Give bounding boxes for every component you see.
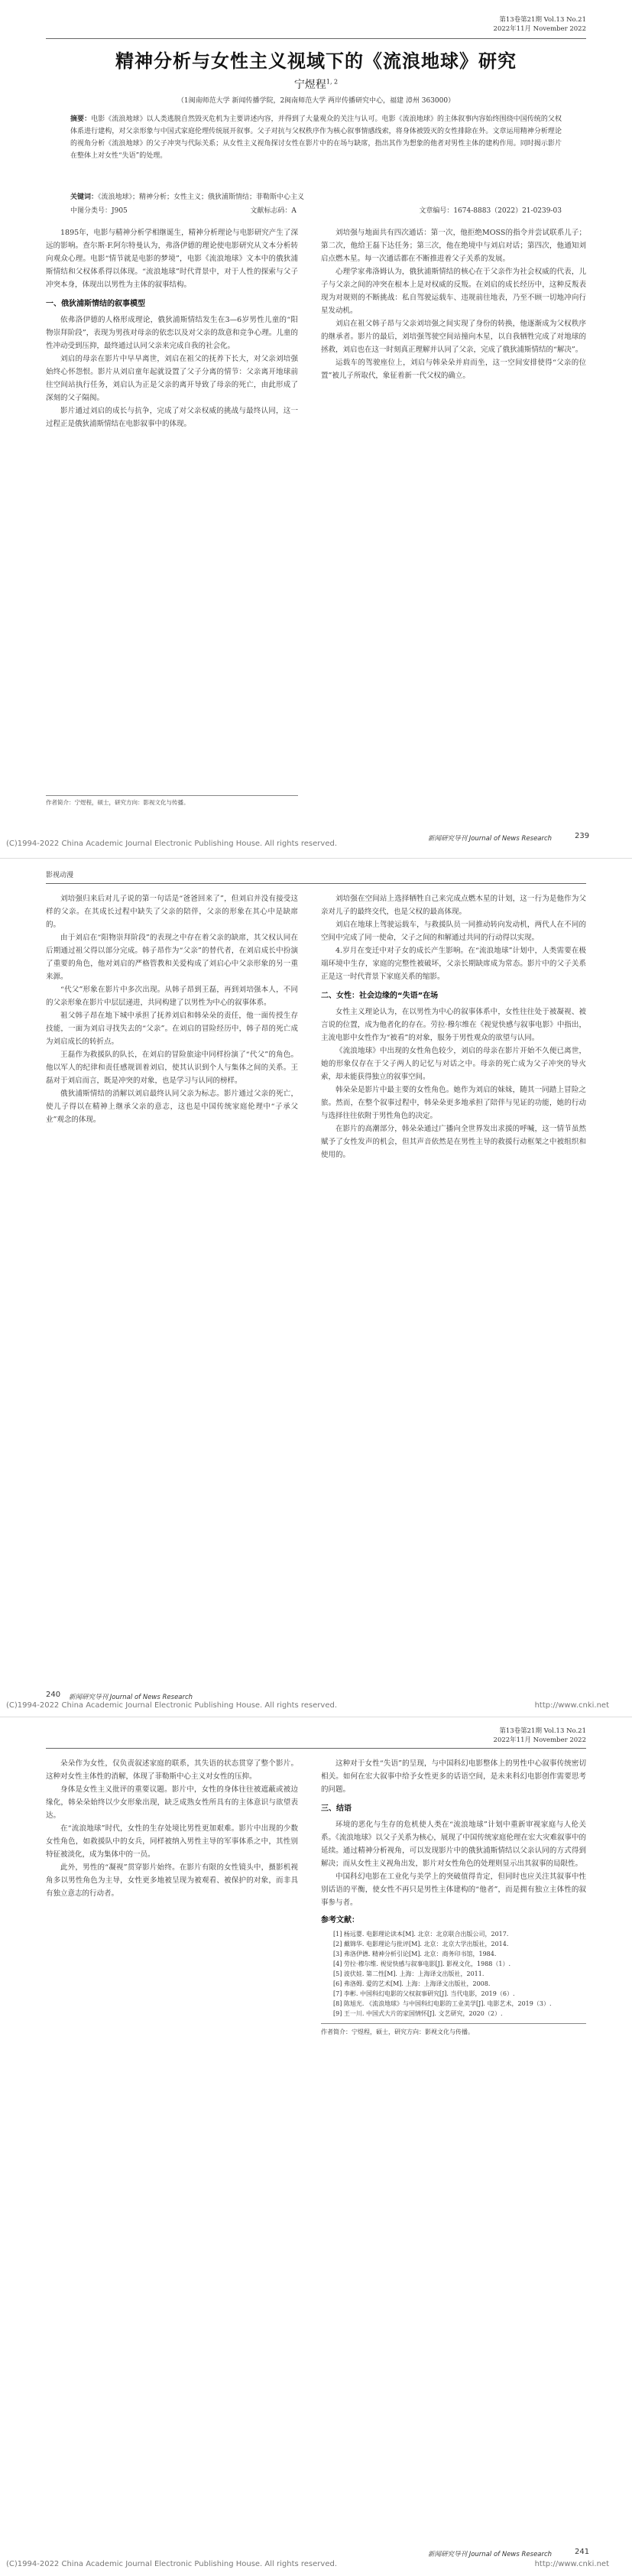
paragraph: 刘培强归来后对儿子说的第一句话是“爸爸回来了”，但刘启并没有接受这样的父亲。在其成长过程中缺失了父亲的陪伴，父亲的形象在其心中是缺席的。 xyxy=(46,895,298,929)
reference-item: [4] 劳拉·穆尔维. 视觉快感与叙事电影[J]. 影视文化，1988（1）. xyxy=(333,1960,511,1967)
affiliation: （1闽南师范大学 新闻传播学院，2闽南师范大学 两岸传播研究中心，福建 漳州 363000） xyxy=(177,97,455,105)
paragraph: 环境的恶化与生存的危机使人类在“流浪地球”计划中重新审视家庭与人伦关系。《流浪地球》以父子关系为核心，展现了中国传统家庭伦理在宏大灾难叙事中的延续。通过精神分析视角，可以发现影片中的俄狄浦斯情结以父亲认同的方式得到解决；而从女性主义视角出发，影片对女性角色的处理则显示出其叙事的局限性。 xyxy=(321,1821,586,1868)
article-title: 精神分析与女性主义视域下的《流浪地球》研究 xyxy=(115,50,517,72)
paragraph: 中国科幻电影在工业化与美学上的突破值得肯定，但同时也应关注其叙事中性别话语的平衡，使女性不再只是男性主体建构的“他者”，而是拥有独立主体性的叙事参与者。 xyxy=(321,1873,586,1907)
paragraph: 俄狄浦斯情结的消解以刘启最终认同父亲为标志。影片通过父亲的死亡，使儿子得以在精神上继承父亲的意志，这也是中国传统家庭伦理中“子承父业”观念的体现。 xyxy=(46,1090,298,1124)
page-1 xyxy=(0,0,632,859)
journal-name: 新闻研究导刊 Journal of News Research xyxy=(428,2551,553,2558)
section-heading-1: 一、俄狄浦斯情结的叙事模型 xyxy=(46,300,145,308)
paragraph: 刘培强在空间站上选择牺牲自己来完成点燃木星的计划，这一行为是他作为父亲对儿子的最终交代，也是父权的最高体现。 xyxy=(321,895,586,916)
reference-item: [6] 弗洛姆. 爱的艺术[M]. 上海：上海译文出版社，2008. xyxy=(333,1980,491,1987)
paragraph: 刘启在地球上驾驶运载车，与救援队员一同推动转向发动机，两代人在不同的空间中完成了同一使命，父子之间的和解通过共同的行动得以实现。 xyxy=(321,921,586,942)
journal-name: 新闻研究导刊 Journal of News Research xyxy=(69,1694,193,1701)
header-rule xyxy=(46,38,586,39)
article-number: 文章编号：1674-8883（2022）21-0239-03 xyxy=(419,207,562,215)
section-heading-3: 三、结语 xyxy=(321,1804,352,1813)
paragraph: 心理学家弗洛姆认为，俄狄浦斯情结的核心在于父亲作为社会权威的代表，儿子与父亲之间的冲突在根本上是对权威的反叛。在刘启的成长经历中，这种反叛表现为对规则的不断挑战：私自驾驶运载车、违规前往地表，乃至不顾一切地冲向行星发动机。 xyxy=(321,268,586,315)
page-number: 239 xyxy=(575,832,590,840)
paragraph: 韩朵朵是影片中最主要的女性角色。她作为刘启的妹妹，随其一同踏上冒险之旅。然而，在整个叙事过程中，韩朵朵更多地承担了陪伴与见证的功能，她的行动与选择往往依附于男性角色的决定。 xyxy=(321,1086,586,1120)
author-line xyxy=(0,76,632,92)
copyright-notice: (C)1994-2022 China Academic Journal Electronic Publishing House. All rights reserved. xyxy=(6,1701,337,1710)
column-right xyxy=(321,892,586,1161)
column-left xyxy=(46,1757,298,1900)
abstract-text: 电影《流浪地球》以人类逃脱自然毁灭危机为主要讲述内容，并得到了大量观众的关注与认可。电影《流浪地球》的主体叙事内容始终围绕中国传统的父权体系进行建构，对父亲形象与中国式家庭伦理传统展开叙事。父子对抗与父权秩序作为核心叙事情感线索，将身体被毁灭的女性排除在外。文章运用精神分析理论的视角分析《流浪地球》的父子冲突与代际关系；从女性主义视角探讨女性在影片中的在场与缺席，指出其作为想象的他者对男性主体的建构作用。同时揭示影片在整体上对女性“失语”的处理。 xyxy=(70,115,562,160)
paragraph: 在“流浪地球”时代，女性的生存处境比男性更加艰难。影片中出现的少数女性角色，如救援队中的女兵，同样被纳入男性主导的军事体系之中，其性别特征被淡化，成为集体中的一员。 xyxy=(46,1824,298,1859)
reference-item: [2] 戴锦华. 电影理论与批评[M]. 北京：北京大学出版社，2014. xyxy=(333,1941,509,1947)
clc-number: 中图分类号：J905 xyxy=(70,207,128,215)
section-heading-2: 二、女性：社会边缘的“失语”在场 xyxy=(321,992,439,1000)
cnki-url[interactable]: http://www.cnki.net xyxy=(534,1701,609,1710)
paragraph: 女性主义理论认为，在以男性为中心的叙事体系中，女性往往处于被凝视、被言说的位置，成为他者化的存在。劳拉·穆尔维在《视觉快感与叙事电影》中指出，主流电影中女性作为“被看”的对象，服务于男性观众的欲望与认同。 xyxy=(321,1008,586,1042)
paragraph: 刘启的母亲在影片中早早离世，刘启在祖父的抚养下长大，对父亲刘培强始终心怀怨恨。影片从刘启童年起就设置了父子分离的情节：父亲离开地球前往空间站执行任务，刘启认为正是父亲的离开导致了母亲的死亡，由此形成了深刻的父子隔阂。 xyxy=(46,355,298,402)
paragraph: 这种对于女性“失语”的呈现，与中国科幻电影整体上的男性中心叙事传统密切相关。如何在宏大叙事中给予女性更多的话语空间，是未来科幻电影创作需要思考的问题。 xyxy=(321,1759,586,1794)
page-number: 241 xyxy=(575,2548,590,2556)
copyright-notice: (C)1994-2022 China Academic Journal Electronic Publishing House. All rights reserved. xyxy=(6,840,337,848)
reference-item: [9] 王一川. 中国式大片的家国情怀[J]. 文艺研究，2020（2）. xyxy=(333,2010,503,2017)
document-code: 文献标志码：A xyxy=(250,207,297,215)
column-right xyxy=(321,1757,586,2037)
paragraph: 1895年，电影与精神分析学相继诞生，精神分析理论与电影研究产生了深远的影响。查尔斯·F.阿尔特曼认为，弗洛伊德的理论使电影研究从文本分析转向观众心理。电影“情节就是电影的梦境”，电影《流浪地球》文本中的俄狄浦斯情结和父权体系得以体现。“流浪地球”时代背景中，对于人性的探索与父子冲突本身，体现出以男性为主体的叙事结构。 xyxy=(46,229,298,289)
issue-volume: 第13卷第21期 Vol.13 No.21 xyxy=(499,16,586,24)
page-2 xyxy=(0,859,632,1717)
reference-item: [1] 杨远婴. 电影理论读本[M]. 北京：北京联合出版公司，2017. xyxy=(333,1931,509,1938)
classification-meta xyxy=(70,205,562,215)
author-superscript: 1, 2 xyxy=(326,78,339,86)
issue-header xyxy=(494,15,586,34)
page-number: 240 xyxy=(46,1691,61,1699)
issue-volume: 第13卷第21期 Vol.13 No.21 xyxy=(499,1727,586,1735)
references-heading: 参考文献： xyxy=(321,1916,359,1925)
reference-item: [3] 弗洛伊德. 精神分析引论[M]. 北京：商务印书馆，1984. xyxy=(333,1951,497,1957)
reference-list xyxy=(321,1929,586,2019)
paragraph: 身体是女性主义批评的重要议题。影片中，女性的身体往往被遮蔽或被边缘化，韩朵朵始终以少女形象出现，缺乏成熟女性所具有的主体意识与欲望表达。 xyxy=(46,1785,298,1820)
paragraph: “代父”形象在影片中多次出现。从韩子昂到王磊，再到刘培强本人，不同的父亲形象在影片中层层递进，共同构建了以男性为中心的叙事体系。 xyxy=(46,986,298,1007)
paragraph: 运载车的驾驶座位上，刘启与韩朵朵并肩而坐，这一空间安排使得“父亲的位置”被儿子所取代，象征着新一代父权的确立。 xyxy=(321,359,586,380)
paragraph: 在影片的高潮部分，韩朵朵通过广播向全世界发出求援的呼喊，这一情节虽然赋予了女性发声的机会，但其声音依然是在男性主导的救援行动框架之中被组织和使用的。 xyxy=(321,1125,586,1159)
keywords-label: 关键词： xyxy=(70,193,99,201)
header-rule xyxy=(46,1748,586,1749)
issue-date: 2022年11月 November 2022 xyxy=(493,1736,586,1744)
abstract xyxy=(70,113,562,162)
author-bio: 作者简介：宁煜程，硕士，研究方向：影视文化与传播。 xyxy=(321,2023,586,2037)
issue-date: 2022年11月 November 2022 xyxy=(493,25,586,33)
paragraph: 朵朵作为女性，仅负责叙述家庭的联系，其失语的状态贯穿了整个影片。这种对女性主体性的消解，体现了菲勒斯中心主义对女性的压抑。 xyxy=(46,1759,298,1781)
author-name: 宁煜程 xyxy=(293,79,326,91)
paragraph: 4.岁月在变迁中对子女的成长产生影响。在“流浪地球”计划中，人类需要在极端环境中生存，家庭的完整性被破坏，父亲长期缺席成为常态。影片中的父子关系正是这一时代背景下家庭关系的缩影。 xyxy=(321,947,586,981)
copyright-notice: (C)1994-2022 China Academic Journal Electronic Publishing House. All rights reserved. xyxy=(6,2560,337,2568)
reference-item: [7] 李彬. 中国科幻电影的父权叙事研究[J]. 当代电影，2019（6）. xyxy=(333,1990,515,1997)
page-3 xyxy=(0,1717,632,2576)
column-left xyxy=(46,226,298,430)
paragraph: 祖父韩子昂在地下城中承担了抚养刘启和韩朵朵的责任，他一面传授生存技能，一面为刘启寻找失去的“父亲”。在刘启的冒险经历中，韩子昂的死亡成为刘启成长的转折点。 xyxy=(46,1012,298,1046)
paragraph: 此外，男性的“凝视”贯穿影片始终。在影片有限的女性镜头中，摄影机视角多以男性角色为主导，女性更多地被呈现为被观看、被保护的对象，而非具有独立意志的行动者。 xyxy=(46,1863,298,1898)
paragraph: 影片通过刘启的成长与抗争，完成了对父亲权威的挑战与最终认同，这一过程正是俄狄浦斯情结在电影叙事中的体现。 xyxy=(46,407,298,428)
footnote: 作者简介：宁煜程，硕士，研究方向：影视文化与传播。 xyxy=(46,795,298,807)
keywords-text: 《流浪地球》；精神分析；女性主义；俄狄浦斯情结；菲勒斯中心主义 xyxy=(98,193,305,201)
paragraph: 由于刘启在“阳物崇拜阶段”的表现之中存在着父亲的缺席，其父权认同在后期通过祖父得以部分完成。韩子昂作为“父亲”的替代者，在刘启成长中扮演了重要的角色，他对刘启的严格管教和关爱构成了刘启心中父亲形象的另一重来源。 xyxy=(46,934,298,981)
reference-item: [8] 陈旭光. 《流浪地球》与中国科幻电影的工业美学[J]. 电影艺术，2019（3）. xyxy=(333,2000,552,2007)
header-rule xyxy=(46,883,586,884)
column-right xyxy=(321,226,586,382)
cnki-url[interactable]: http://www.cnki.net xyxy=(534,2560,609,2568)
abstract-label: 摘要： xyxy=(70,115,92,123)
reference-item: [5] 波伏娃. 第二性[M]. 上海：上海译文出版社，2011. xyxy=(333,1970,485,1977)
journal-name: 新闻研究导刊 Journal of News Research xyxy=(428,835,553,843)
paragraph: 刘培强与地面共有四次通话：第一次，他拒绝MOSS的指令并尝试联系儿子；第二次，他给王磊下达任务；第三次，他在绝境中与刘启对话；第四次，他通知刘启点燃木星。每一次通话都在不断推进着父子关系的发展。 xyxy=(321,229,586,263)
column-left xyxy=(46,892,298,1126)
section-header: 影视动漫 xyxy=(46,872,74,879)
paragraph: 王磊作为救援队的队长，在刘启的冒险旅途中同样扮演了“代父”的角色。他以军人的纪律和责任感规训着刘启，使其认识到个人与集体之间的关系。王磊对于刘启而言，既是冲突的对象，也是学习与认同的榜样。 xyxy=(46,1051,298,1085)
keywords xyxy=(70,191,562,203)
issue-header xyxy=(494,1727,586,1745)
paragraph: 《流浪地球》中出现的女性角色较少，刘启的母亲在影片开始不久便已离世，她的形象仅存在于父子两人的记忆与对话之中。母亲的死亡成为父子冲突的导火索，却未能获得独立的叙事空间。 xyxy=(321,1047,586,1081)
paragraph: 刘启在祖父韩子昂与父亲刘培强之间实现了身份的转换，他逐渐成为父权秩序的继承者。影片的最后，刘培强驾驶空间站撞向木星，以自我牺牲完成了对地球的拯救，刘启也在这一时刻真正理解并认同了父亲，完成了俄狄浦斯情结的“解决”。 xyxy=(321,320,586,354)
paragraph: 依弗洛伊德的人格形成理论，俄狄浦斯情结发生在3—6岁男性儿童的“阳物崇拜阶段”，表现为男孩对母亲的依恋以及对父亲的敌意和竞争心理。儿童的性冲动受到压抑，最终通过认同父亲来完成自我的社会化。 xyxy=(46,316,298,350)
